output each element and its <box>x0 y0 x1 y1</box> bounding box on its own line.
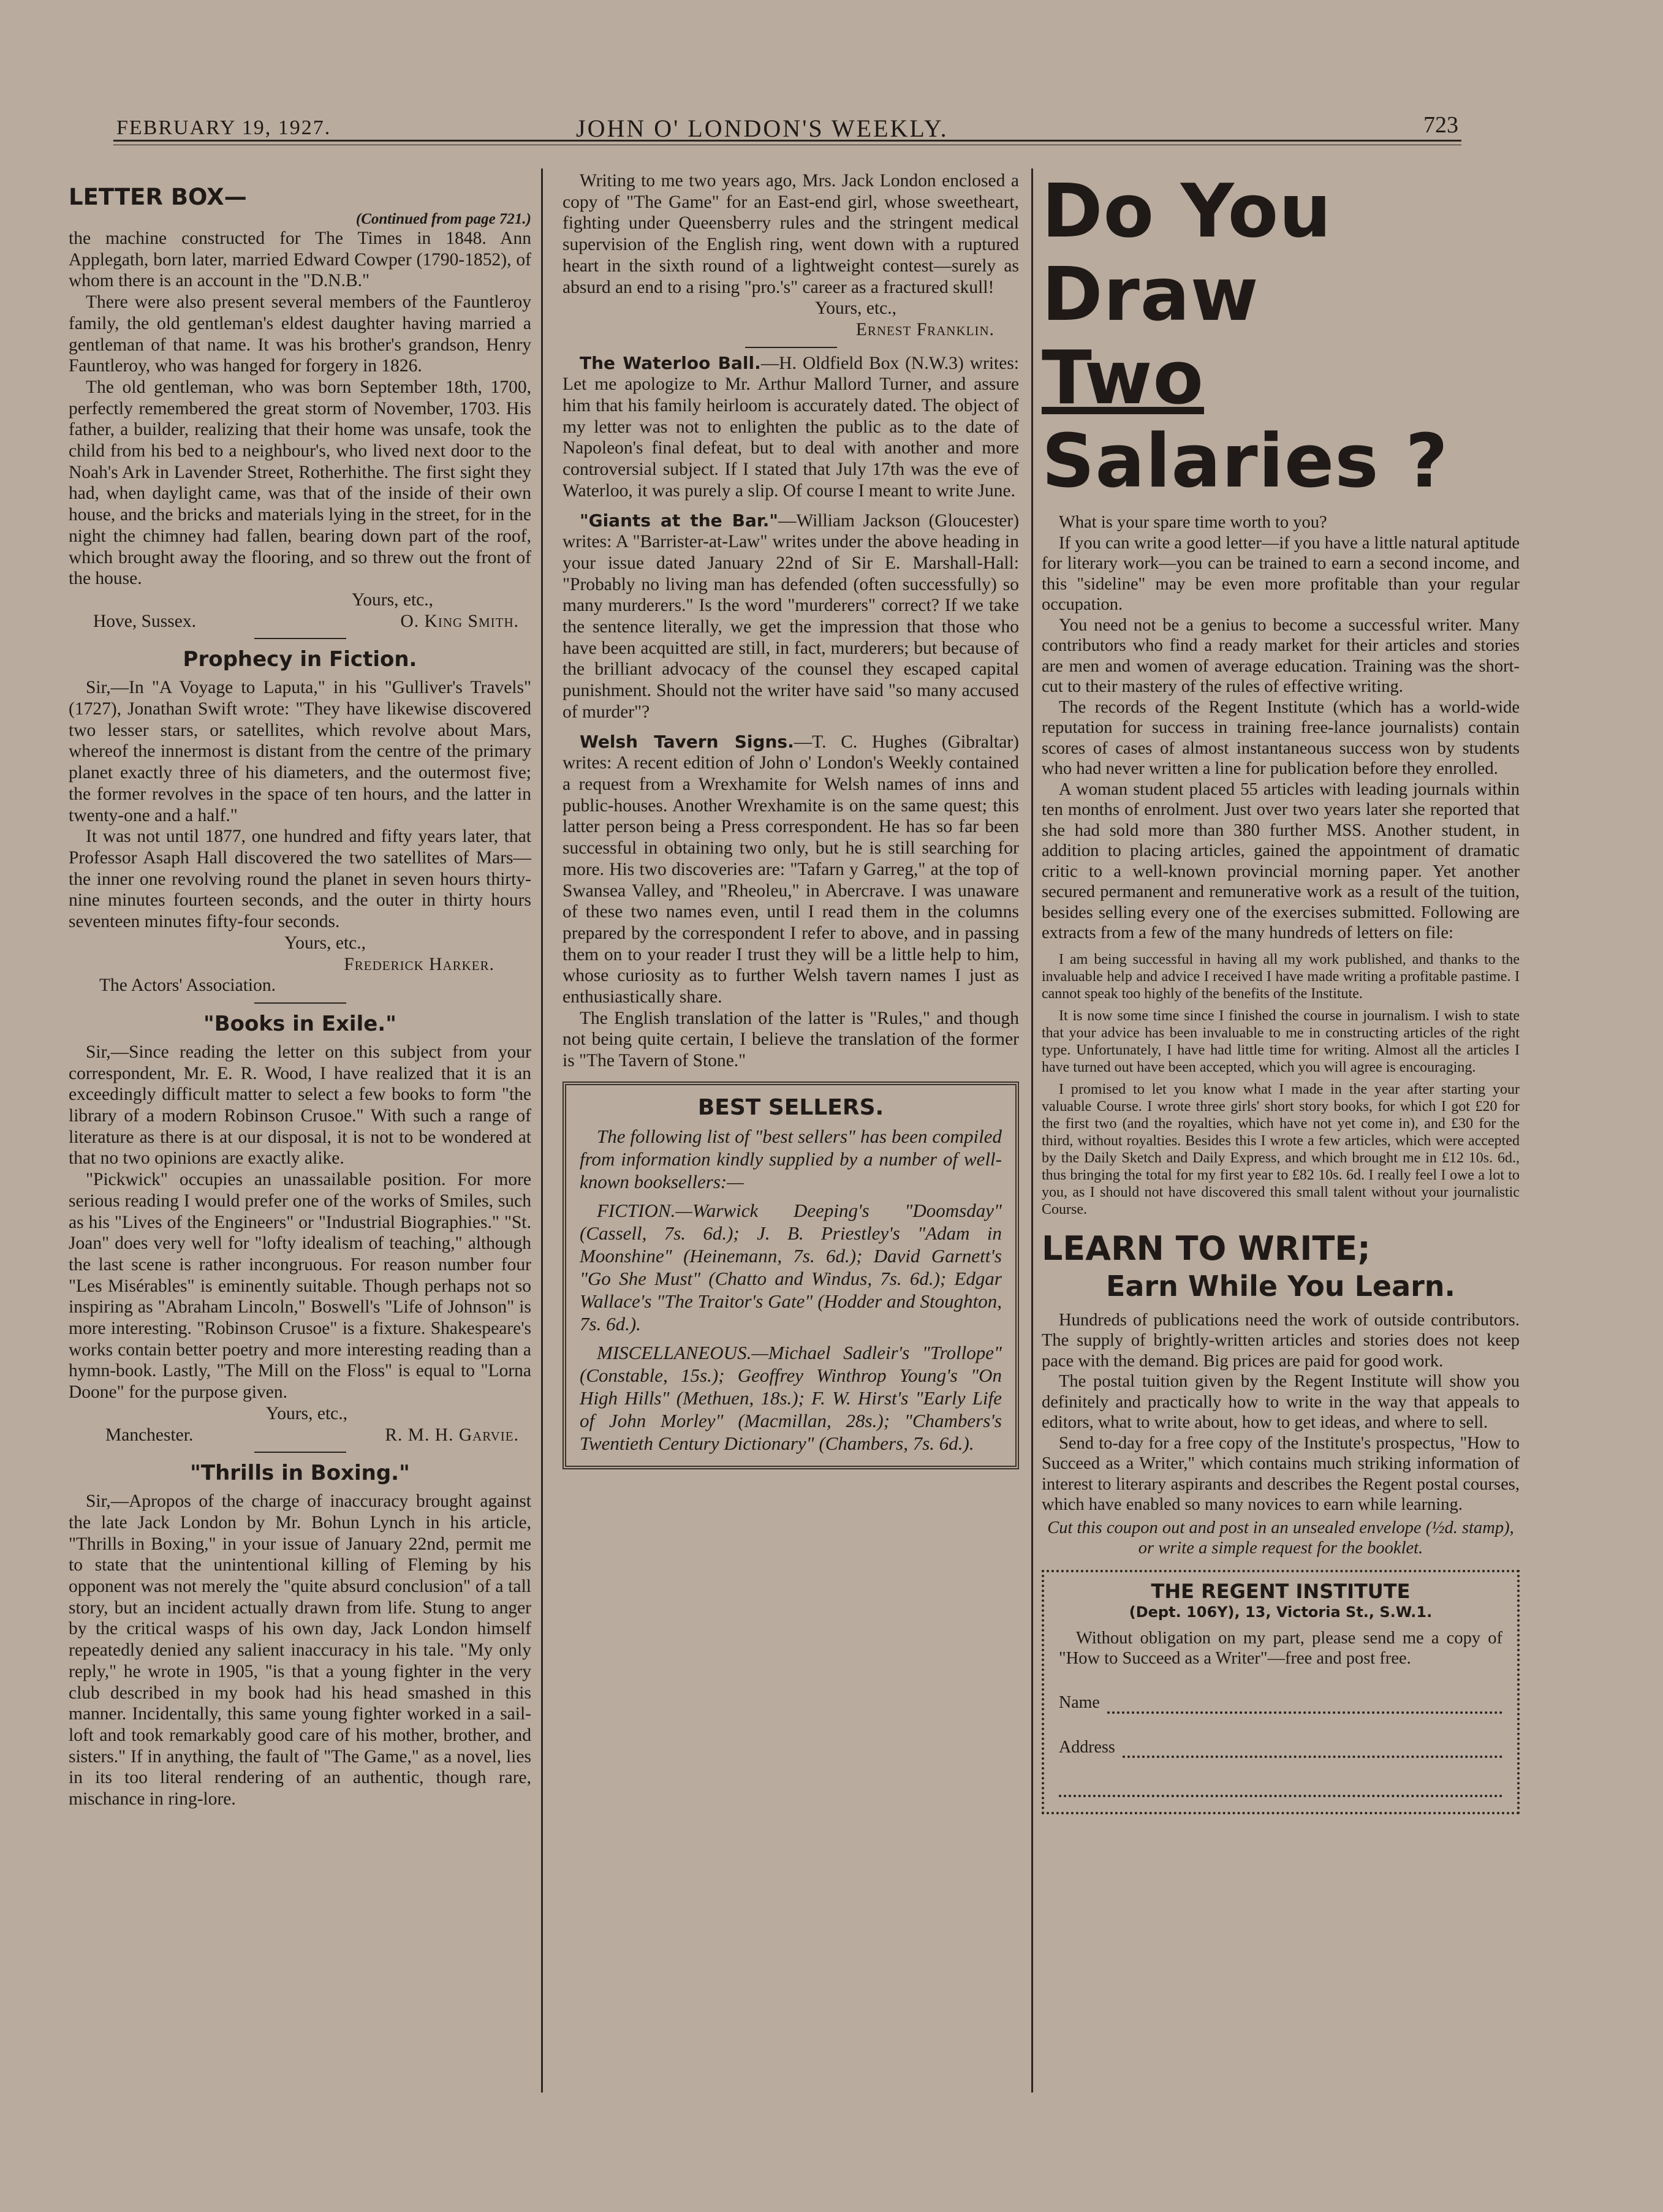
paragraph-text: —T. C. Hughes (Gibraltar) writes: A recent edition of John o' London's Weekly contained a request from a Wrexhamite for Welsh names of inns and public-houses. Another Wrexhamite is on the same quest; this latter person being a Press correspondent. He has so far been successful in obtaining two only, but he is still searching for more. His two discoveries are: "Tafarn y Garreg," at the top of Swansea Valley, and "Rheoleu," in Abercrave. I was unaware of these two names even, until I read them in the columns prepared by the correspondent I refer to above, and in passing them on to your reader I trust they will be a little help to him, whose curiosity as to further Welsh tavern names I just as enthusiastically share. <box>563 732 1019 1007</box>
ad-headline-line: Salaries ? <box>1042 419 1449 504</box>
testimonial: I am being successful in having all my work published, and thanks to the invaluable help and advice I received I have made writing a profitable pastime. I cannot speak too highly of the benefits of the Institute. <box>1042 951 1520 1002</box>
ad-paragraph: A woman student placed 55 articles with leading journals within ten months of enrolment. Just over two years later she reported that she had sold more than 380 further MSS. Another student, in addition to placing articles, gained the appointment of dramatic critic to a well-known provincial morning paper. Yet another secured permanent and remunerative work as a result of the tuition, besides selling every one of the exercises submitted. Following are extracts from a few of the many hundreds of letters on file: <box>1042 779 1520 942</box>
paragraph-text: —H. Oldfield Box (N.W.3) writes: Let me apologize to Mr. Arthur Mallord Turner, and assure him that his family heirloom is accurately dated. The object of my letter was not to enlighten the public as to the date of Napoleon's final defeat, but to deal with another and more controversial subject. If I stated that July 17th was the eve of Waterloo, it was purely a slip. Of course I meant to write June. <box>563 353 1019 501</box>
author: R. M. H. Garvie. <box>385 1425 519 1445</box>
publication-title: JOHN O' LONDON'S WEEKLY. <box>576 115 949 142</box>
coupon-instructions: Cut this coupon out and post in an unsealed envelope (½d. stamp), or write a simple request for the booklet. <box>1047 1518 1514 1558</box>
coupon-title: THE REGENT INSTITUTE <box>1151 1579 1411 1603</box>
signoff: Yours, etc., <box>814 298 896 319</box>
regent-institute-advertisement <box>1042 170 1520 1814</box>
learn-to-write-heading: LEARN TO WRITE; <box>1042 1229 1371 1268</box>
ad-paragraph: The postal tuition given by the Regent Institute will show you definitely and practically how to write in the way that appeals to editors, what to write about, how to get ideas, and where to sell. <box>1042 1372 1520 1432</box>
author: Ernest Franklin. <box>855 319 994 339</box>
ad-paragraph: Send to-day for a free copy of the Institute's prospectus, "How to Succeed as a Writer," which contains much striking information of interest to literary aspirants and describes the Regent postal courses, which have enabled so many novices to earn while learning. <box>1042 1433 1520 1514</box>
paragraph: It was not until 1877, one hundred and fifty years later, that Professor Asaph Hall discovered the two satellites of Mars—the inner one revolving round the planet in seven hours thirty-nine minutes fourteen seconds, and the outer in thirty hours seventeen minutes fifty-four seconds. <box>69 827 531 932</box>
ad-paragraph: What is your spare time worth to you? <box>1059 513 1327 532</box>
best-sellers-miscellaneous: MISCELLANEOUS.—Michael Sadleir's "Trollope" (Constable, 15s.); Geoffrey Winthrop Young's "On High Hills" (Methuen, 18s.); F. W. Hirst's "Early Life of John Morley" (Macmillan, 28s.); "Chambers's Twentieth Century Dictionary" (Chambers, 7s. 6d.). <box>580 1341 1002 1454</box>
ad-headline-line: Draw <box>1042 252 1259 338</box>
author: Frederick Harker. <box>344 954 494 974</box>
address-field[interactable] <box>1059 1737 1502 1759</box>
thrills-heading: "Thrills in Boxing." <box>190 1461 410 1486</box>
best-sellers-fiction: FICTION.—Warwick Deeping's "Doomsday" (Cassell, 7s. 6d.); J. B. Priestley's "Adam in Moonshine" (Heinemann, 7s. 6d.); David Garnett's "Go She Must" (Chatto and Windus, 7s. 6d.); Edgar Wallace's "The Traitor's Gate" (Hodder and Stoughton, 7s. 6d.). <box>580 1199 1002 1335</box>
signoff: Yours, etc., <box>265 1403 347 1423</box>
place: Manchester. <box>105 1425 194 1445</box>
name-field[interactable] <box>1059 1692 1502 1714</box>
header-rule <box>113 140 1461 142</box>
address-input-line[interactable] <box>1123 1741 1502 1758</box>
place: The Actors' Association. <box>99 975 276 996</box>
paragraph: the machine constructed for The Times in 1848. Ann Applegath, born later, married Edward Cowper (1790-1852), of whom there is an account in the "D.N.B." <box>69 229 531 291</box>
ad-paragraph: If you can write a good letter—if you have a little natural aptitude for literary work—you can be trained to earn a second income, and this "sideline" may be even more profitable than your regular occupation. <box>1042 533 1520 614</box>
column-left <box>69 184 531 1810</box>
author: O. King Smith. <box>400 611 519 631</box>
name-input-line[interactable] <box>1107 1697 1502 1714</box>
paragraph: There were also present several members of the Fauntleroy family, the old gentleman's eldest daughter having married a gentleman of that name. It was his brother's grandson, Henry Fauntleroy, who was hanged for forgery in 1826. <box>69 292 531 376</box>
signoff: Yours, etc., <box>351 589 433 610</box>
ad-headline-line: Two <box>1042 336 1204 421</box>
ad-headline-line: Do You <box>1042 169 1332 254</box>
welsh-paragraph <box>563 732 1019 1008</box>
page-number: 723 <box>1423 112 1458 138</box>
testimonials <box>1042 951 1520 1218</box>
paragraph: Writing to me two years ago, Mrs. Jack London enclosed a copy of "The Game" for an East-end girl, whose sweetheart, fighting under Queensberry rules and the stringent medical supervision of the English ring, went down with a ruptured heart in the sixth round of a lightweight contest—surely as absurd an end to a rising "pro.'s" career as a fractured skull! <box>563 171 1019 297</box>
paragraph-text: —William Jackson (Gloucester) writes: A "Barrister-at-Law" writes under the above heading in your issue dated January 22nd of Sir E. Marshall-Hall: "Probably no living man has defended (often successfully) so many murderers." Is the word "murderers" correct? If we take the sentence literally, we get the impression that those who have been acquitted are still, in fact, murderers; but because of the brilliant advocacy of the counsel they escaped capital punishment. Should not the writer have said "so many accused of murder"? <box>563 510 1020 722</box>
paragraph: Sir,—In "A Voyage to Laputa," in his "Gulliver's Travels" (1727), Jonathan Swift wrote: "They have likewise discovered two lesser stars, or satellites, which revolve about Mars, whereof the innermost is distant from the centre of the primary planet exactly three of his diameters, and the outermost five; the former revolves in the space of ten hours, and the latter in twenty-one and a half." <box>69 678 531 825</box>
signature-line <box>69 1425 531 1446</box>
earn-while-you-learn-heading: Earn While You Learn. <box>1105 1269 1456 1303</box>
separator <box>254 638 346 639</box>
prophecy-heading: Prophecy in Fiction. <box>183 647 417 672</box>
waterloo-paragraph <box>563 353 1019 502</box>
paragraph: Sir,—Apropos of the charge of inaccuracy brought against the late Jack London by Mr. Bohun Lynch in his article, "Thrills in Boxing," in your issue of January 22nd, permit me to state that the unintentional killing of Fleming by his opponent was not merely the "quite absurd conclusion" of a tall story, but an incident actually drawn from life. Stung to anger by the critical wasps of his own day, Jack London himself repeatedly denied any salient inaccuracy in his tale. "My only reply," he wrote in 1905, "is that a young fighter in the very club described in my book had his head smashed in this manner. Incidentally, this same young fighter worked in a sail-loft and took remarkably good care of his mother, brother, and sisters." If in anything, the fault of "The Game," as a novel, lies in its too literal rendering of an authentic, though rare, mischance in ring-lore. <box>69 1491 531 1809</box>
letter-box-heading: LETTER BOX— <box>69 184 247 210</box>
separator <box>254 1002 346 1004</box>
ad-paragraph: The records of the Regent Institute (which has a world-wide reputation for success in training free-lance journalists) contain scores of cases of almost instantaneous success won by students who had never written a line for publication before they enrolled. <box>1042 697 1520 778</box>
best-sellers-title: BEST SELLERS. <box>697 1094 884 1120</box>
continued-note: (Continued from page 721.) <box>355 211 531 227</box>
giants-paragraph <box>563 510 1019 723</box>
paragraph: Sir,—Since reading the letter on this subject from your correspondent, Mr. E. R. Wood, I have realized that it is an exceedingly difficult matter to select a few books to form "the library of a modern Robinson Crusoe." With such a range of literature as there is at our disposal, it is not to be wondered at that no two opinions are exactly alike. <box>69 1042 531 1168</box>
testimonial: It is now some time since I finished the course in journalism. I wish to state that your advice has been invaluable to me in constructing articles of the right type. Unfortunately, I have had little time for writing. Almost all the articles I have turned out have been accepted, which you will agree is encouraging. <box>1042 1007 1520 1075</box>
address-input-line-2[interactable] <box>1059 1782 1502 1797</box>
issue-date: FEBRUARY 19, 1927. <box>116 116 331 139</box>
separator <box>745 347 837 348</box>
inline-heading: "Giants at the Bar." <box>580 510 778 531</box>
books-in-exile-heading: "Books in Exile." <box>203 1011 396 1036</box>
paragraph: The old gentleman, who was born September 18th, 1700, perfectly remembered the great storm of November, 1703. His father, a builder, realizing that their home was unsafe, took the child from his bed to a neighbour's, who lived next door to the Noah's Ark in Lavender Street, Rotherhithe. The first sight they had, when daylight came, was that of the inside of their own house, and the bricks and materials lying in the street, for in the night the chimney had fallen, bearing down part of the roof, which brought away the flooring, and so threw out the front of the house. <box>69 377 531 589</box>
address-label: Address <box>1059 1737 1115 1757</box>
inline-heading: Welsh Tavern Signs. <box>580 731 794 752</box>
column-divider <box>541 169 543 2093</box>
best-sellers-intro: The following list of "best sellers" has been compiled from information kindly supplied by a number of well-known booksellers:— <box>580 1125 1002 1192</box>
signoff: Yours, etc., <box>284 933 366 953</box>
coupon-form <box>1042 1570 1520 1815</box>
inline-heading: The Waterloo Ball. <box>580 352 761 373</box>
ad-paragraph: You need not be a genius to become a successful writer. Many contributors who find a ready market for their articles and stories are men and women of average education. Training was the short-cut to their mastery of the rules of effective writing. <box>1042 615 1520 696</box>
coupon-text: Without obligation on my part, please send me a copy of "How to Succeed as a Writer"—free and post free. <box>1059 1628 1502 1668</box>
column-middle <box>563 170 1019 1469</box>
paragraph: The English translation of the latter is "Rules," and though not being quite certain, I believe the translation of the former is "The Tavern of Stone." <box>563 1008 1019 1071</box>
ad-paragraph: Hundreds of publications need the work of outside contributors. The supply of brightly-written articles and stories does not keep pace with the demand. Big prices are paid for good work. <box>1042 1310 1520 1371</box>
place: Hove, Sussex. <box>93 611 196 631</box>
testimonial: I promised to let you know what I made in the year after starting your valuable Course. I wrote three girls' short story books, for which I got £20 for the first two (and the royalties, which have not yet come in), and £30 for the third, without royalties. Besides this I wrote a few articles, which were accepted by the Daily Sketch and Daily Express, and which brought me in £12 10s. 6d., thus bringing the total for my first year to £82 10s. 6d. I really feel I owe a lot to you, as I should not have discovered this small talent without your journalistic Course. <box>1042 1081 1520 1218</box>
name-label: Name <box>1059 1692 1100 1712</box>
column-divider <box>1031 169 1033 2093</box>
separator <box>254 1452 346 1453</box>
page-header <box>116 112 1458 147</box>
signature-line <box>69 611 531 632</box>
paragraph: "Pickwick" occupies an unassailable position. For more serious reading I would prefer one of the works of Smiles, such as his "Lives of the Engineers" or "Industrial Biographies." "St. Joan" does very well for "lofty idealism of teaching," although the last scene is rather incongruous. For reason number four "Les Misérables" is eminently suitable. Though perhaps not so inspiring as "Abraham Lincoln," Boswell's "Life of Johnson" is more interesting. "Robinson Crusoe" is a fixture. Shakespeare's works contain better poetry and more interesting reading than a hymn-book. Lastly, "The Mill on the Floss" is equal to "Lorna Doone" for the purpose given. <box>69 1170 531 1403</box>
coupon-address: (Dept. 106Y), 13, Victoria St., S.W.1. <box>1129 1604 1433 1621</box>
best-sellers-box <box>563 1081 1019 1469</box>
